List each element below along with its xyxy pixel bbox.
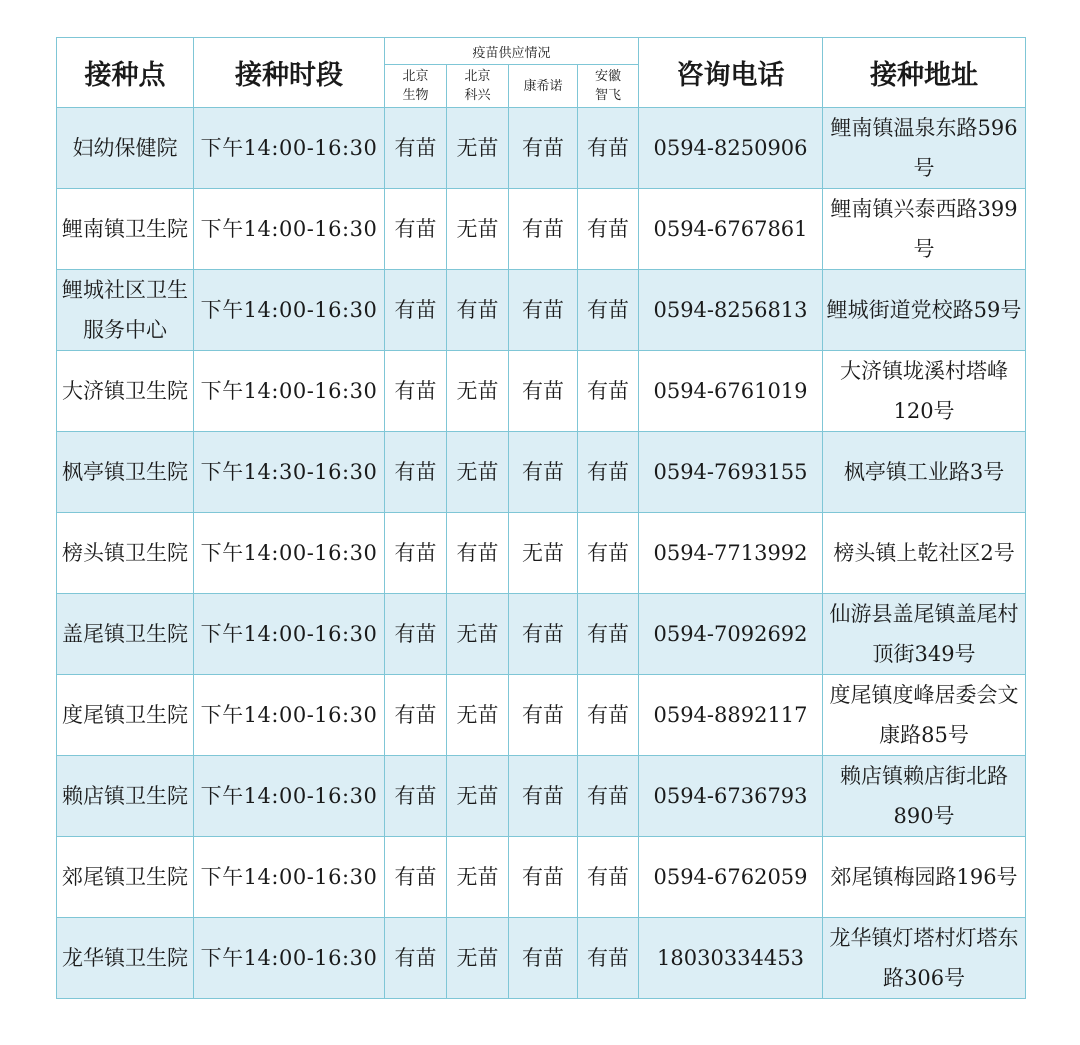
supply-cell: 无苗 bbox=[447, 594, 509, 675]
supply-cell: 无苗 bbox=[447, 432, 509, 513]
phone-cell: 0594-6767861 bbox=[639, 189, 823, 270]
header-brand: 安徽 智飞 bbox=[578, 65, 639, 108]
supply-cell: 有苗 bbox=[578, 432, 639, 513]
site-cell: 郊尾镇卫生院 bbox=[57, 837, 194, 918]
table-row bbox=[57, 837, 1026, 918]
supply-cell: 有苗 bbox=[385, 432, 447, 513]
table-row bbox=[57, 351, 1026, 432]
time-cell: 下午14:00-16:30 bbox=[194, 594, 385, 675]
table-row bbox=[57, 594, 1026, 675]
vaccination-schedule-table bbox=[56, 37, 1026, 999]
address-cell: 鲤南镇温泉东路596号 bbox=[823, 108, 1026, 189]
site-cell: 大济镇卫生院 bbox=[57, 351, 194, 432]
time-cell: 下午14:00-16:30 bbox=[194, 675, 385, 756]
address-cell: 龙华镇灯塔村灯塔东路306号 bbox=[823, 918, 1026, 999]
supply-cell: 有苗 bbox=[385, 918, 447, 999]
supply-cell: 有苗 bbox=[578, 756, 639, 837]
site-cell: 榜头镇卫生院 bbox=[57, 513, 194, 594]
header-brand: 北京 科兴 bbox=[447, 65, 509, 108]
time-cell: 下午14:30-16:30 bbox=[194, 432, 385, 513]
supply-cell: 无苗 bbox=[447, 108, 509, 189]
time-cell: 下午14:00-16:30 bbox=[194, 918, 385, 999]
address-cell: 鲤南镇兴泰西路399号 bbox=[823, 189, 1026, 270]
address-cell: 度尾镇度峰居委会文康路85号 bbox=[823, 675, 1026, 756]
supply-cell: 有苗 bbox=[578, 675, 639, 756]
supply-cell: 有苗 bbox=[385, 108, 447, 189]
site-cell: 度尾镇卫生院 bbox=[57, 675, 194, 756]
supply-cell: 有苗 bbox=[509, 837, 578, 918]
supply-cell: 有苗 bbox=[385, 675, 447, 756]
supply-cell: 有苗 bbox=[578, 351, 639, 432]
table-row bbox=[57, 675, 1026, 756]
header-site: 接种点 bbox=[57, 38, 194, 108]
supply-cell: 有苗 bbox=[578, 513, 639, 594]
table-row bbox=[57, 108, 1026, 189]
supply-cell: 有苗 bbox=[509, 270, 578, 351]
supply-cell: 有苗 bbox=[447, 270, 509, 351]
table-row bbox=[57, 918, 1026, 999]
address-cell: 榜头镇上乾社区2号 bbox=[823, 513, 1026, 594]
header-phone: 咨询电话 bbox=[639, 38, 823, 108]
header-brand: 北京 生物 bbox=[385, 65, 447, 108]
phone-cell: 0594-8892117 bbox=[639, 675, 823, 756]
supply-cell: 有苗 bbox=[509, 189, 578, 270]
supply-cell: 有苗 bbox=[447, 513, 509, 594]
address-cell: 仙游县盖尾镇盖尾村顶街349号 bbox=[823, 594, 1026, 675]
time-cell: 下午14:00-16:30 bbox=[194, 756, 385, 837]
time-cell: 下午14:00-16:30 bbox=[194, 270, 385, 351]
site-cell: 龙华镇卫生院 bbox=[57, 918, 194, 999]
header-time: 接种时段 bbox=[194, 38, 385, 108]
site-cell: 赖店镇卫生院 bbox=[57, 756, 194, 837]
phone-cell: 0594-6736793 bbox=[639, 756, 823, 837]
site-cell: 盖尾镇卫生院 bbox=[57, 594, 194, 675]
table-row bbox=[57, 756, 1026, 837]
supply-cell: 无苗 bbox=[447, 837, 509, 918]
supply-cell: 有苗 bbox=[578, 270, 639, 351]
supply-cell: 有苗 bbox=[509, 756, 578, 837]
supply-cell: 有苗 bbox=[578, 837, 639, 918]
supply-cell: 有苗 bbox=[385, 189, 447, 270]
supply-cell: 有苗 bbox=[509, 351, 578, 432]
supply-cell: 有苗 bbox=[578, 108, 639, 189]
phone-cell: 18030334453 bbox=[639, 918, 823, 999]
table-row bbox=[57, 270, 1026, 351]
supply-cell: 有苗 bbox=[385, 837, 447, 918]
supply-cell: 有苗 bbox=[385, 756, 447, 837]
address-cell: 大济镇垅溪村塔峰120号 bbox=[823, 351, 1026, 432]
site-cell: 妇幼保健院 bbox=[57, 108, 194, 189]
time-cell: 下午14:00-16:30 bbox=[194, 189, 385, 270]
supply-cell: 无苗 bbox=[447, 675, 509, 756]
header-vaccine-supply: 疫苗供应情况 bbox=[385, 38, 639, 65]
time-cell: 下午14:00-16:30 bbox=[194, 513, 385, 594]
supply-cell: 无苗 bbox=[447, 351, 509, 432]
address-cell: 郊尾镇梅园路196号 bbox=[823, 837, 1026, 918]
address-cell: 赖店镇赖店街北路890号 bbox=[823, 756, 1026, 837]
phone-cell: 0594-8250906 bbox=[639, 108, 823, 189]
supply-cell: 有苗 bbox=[509, 594, 578, 675]
supply-cell: 有苗 bbox=[509, 108, 578, 189]
time-cell: 下午14:00-16:30 bbox=[194, 837, 385, 918]
phone-cell: 0594-6762059 bbox=[639, 837, 823, 918]
table-row bbox=[57, 432, 1026, 513]
supply-cell: 有苗 bbox=[578, 918, 639, 999]
table-row bbox=[57, 513, 1026, 594]
table-row bbox=[57, 189, 1026, 270]
phone-cell: 0594-8256813 bbox=[639, 270, 823, 351]
supply-cell: 无苗 bbox=[447, 918, 509, 999]
site-cell: 鲤城社区卫生服务中心 bbox=[57, 270, 194, 351]
supply-cell: 有苗 bbox=[385, 351, 447, 432]
supply-cell: 有苗 bbox=[509, 918, 578, 999]
time-cell: 下午14:00-16:30 bbox=[194, 108, 385, 189]
phone-cell: 0594-7092692 bbox=[639, 594, 823, 675]
time-cell: 下午14:00-16:30 bbox=[194, 351, 385, 432]
supply-cell: 有苗 bbox=[385, 270, 447, 351]
supply-cell: 有苗 bbox=[385, 513, 447, 594]
phone-cell: 0594-7693155 bbox=[639, 432, 823, 513]
supply-cell: 无苗 bbox=[509, 513, 578, 594]
supply-cell: 有苗 bbox=[509, 432, 578, 513]
supply-cell: 无苗 bbox=[447, 189, 509, 270]
supply-cell: 无苗 bbox=[447, 756, 509, 837]
address-cell: 鲤城街道党校路59号 bbox=[823, 270, 1026, 351]
phone-cell: 0594-6761019 bbox=[639, 351, 823, 432]
site-cell: 枫亭镇卫生院 bbox=[57, 432, 194, 513]
site-cell: 鲤南镇卫生院 bbox=[57, 189, 194, 270]
supply-cell: 有苗 bbox=[385, 594, 447, 675]
header-brand: 康希诺 bbox=[509, 65, 578, 108]
supply-cell: 有苗 bbox=[509, 675, 578, 756]
supply-cell: 有苗 bbox=[578, 189, 639, 270]
supply-cell: 有苗 bbox=[578, 594, 639, 675]
address-cell: 枫亭镇工业路3号 bbox=[823, 432, 1026, 513]
phone-cell: 0594-7713992 bbox=[639, 513, 823, 594]
header-address: 接种地址 bbox=[823, 38, 1026, 108]
